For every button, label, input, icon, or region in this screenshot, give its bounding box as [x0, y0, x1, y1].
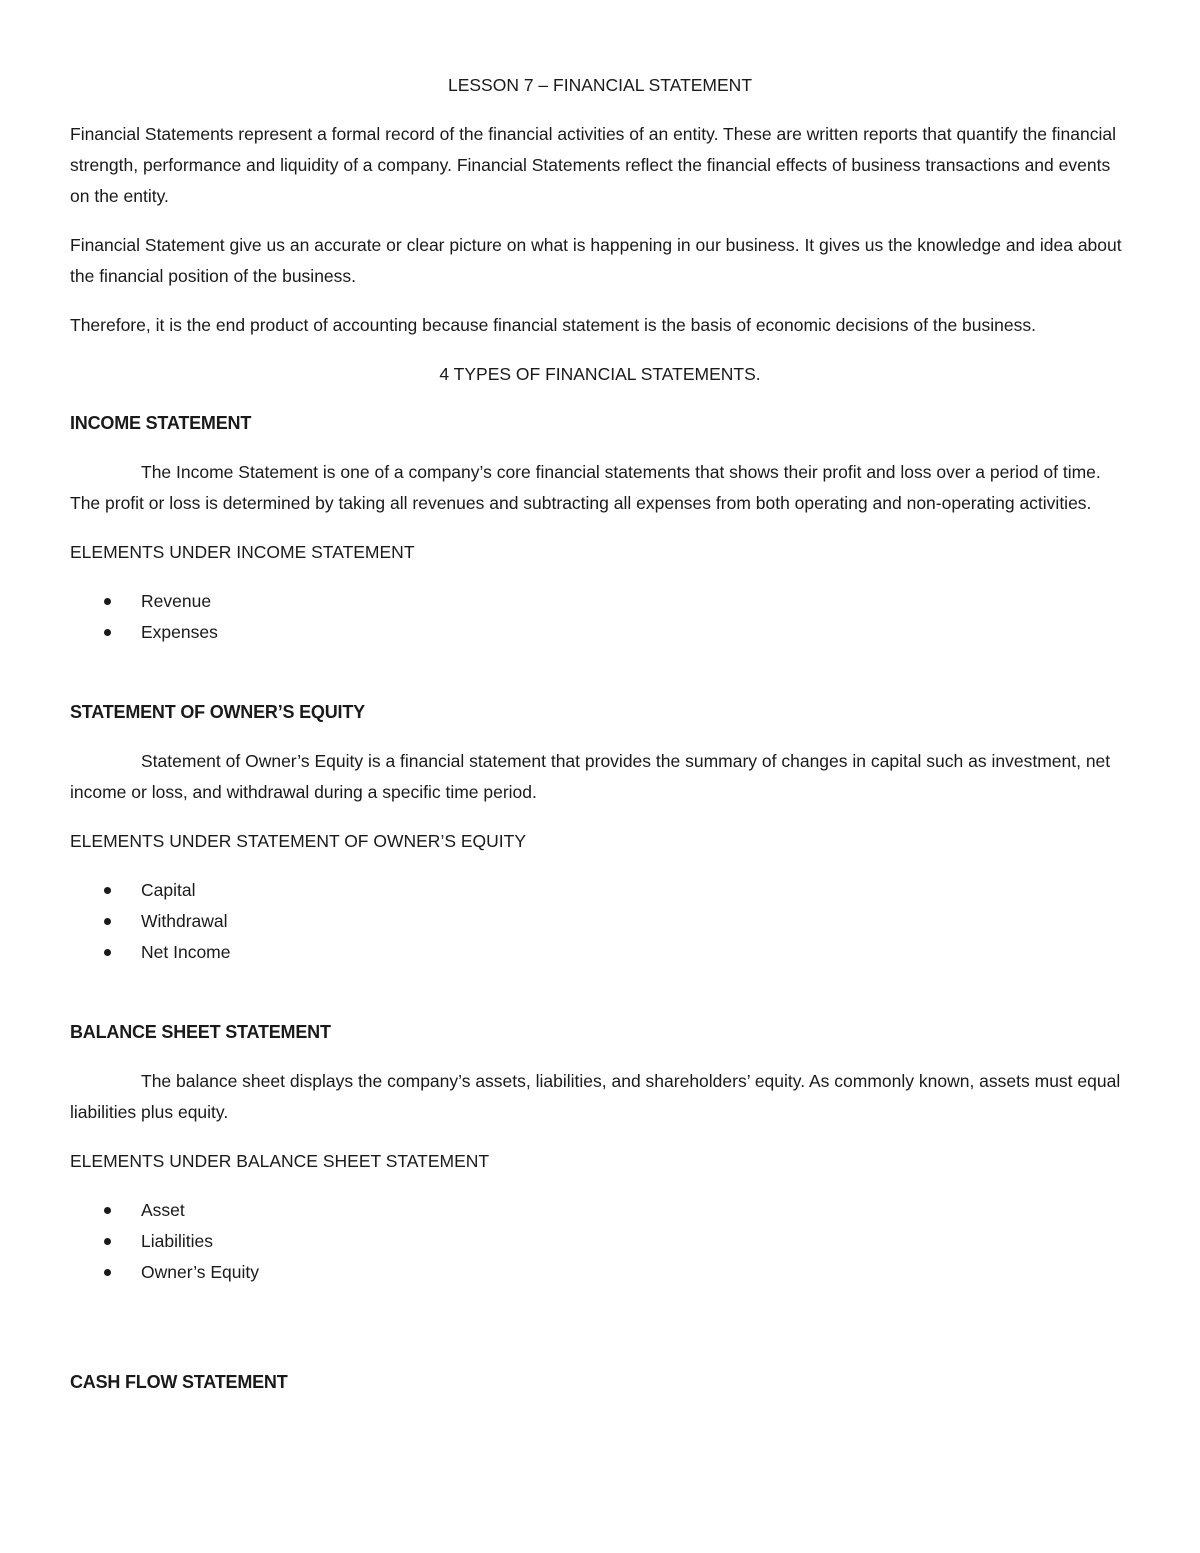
owners-equity-section [70, 697, 1130, 968]
intro-paragraph-3: Therefore, it is the end product of accounting because financial statement is the basis of economic decisions of the business. [70, 315, 1036, 335]
cash-flow-heading: CASH FLOW STATEMENT [70, 1372, 288, 1392]
balance-sheet-heading: BALANCE SHEET STATEMENT [70, 1022, 331, 1042]
list-item: Liabilities [70, 1226, 1130, 1257]
bullet-icon [104, 1238, 111, 1245]
income-statement-section [70, 408, 1130, 648]
intro-paragraph-1: Financial Statements represent a formal record of the financial activities of an entity. These are written reports that quantify the financial strength, performance and liquidity of a company. Financial Statements reflect the financial effects of business transactions and events on the entity. [70, 124, 1117, 206]
balance-sheet-section [70, 1017, 1130, 1288]
income-statement-heading: INCOME STATEMENT [70, 413, 252, 433]
list-item: Capital [70, 875, 1130, 906]
spacer [70, 968, 1130, 1017]
income-elements-label: ELEMENTS UNDER INCOME STATEMENT [70, 542, 415, 562]
list-item: Net Income [70, 937, 1130, 968]
cash-flow-section [70, 1367, 1130, 1398]
list-item: Withdrawal [70, 906, 1130, 937]
list-item: Owner’s Equity [70, 1257, 1130, 1288]
owners-equity-heading: STATEMENT OF OWNER’S EQUITY [70, 702, 365, 722]
income-statement-body: The Income Statement is one of a company’s core financial statements that shows their profit and loss over a period of time. The profit or loss is determined by taking all revenues and subtracting all expenses from both operating and non-operating activities. [70, 462, 1101, 513]
bullet-icon [104, 598, 111, 605]
balance-sheet-body: The balance sheet displays the company’s assets, liabilities, and shareholders’ equity. As commonly known, assets must equal liabilities plus equity. [70, 1071, 1121, 1122]
equity-elements-list [70, 875, 1130, 968]
bullet-icon [104, 949, 111, 956]
bullet-icon [104, 887, 111, 894]
bullet-icon [104, 1207, 111, 1214]
bullet-icon [104, 629, 111, 636]
list-item: Revenue [70, 586, 1130, 617]
balance-elements-label: ELEMENTS UNDER BALANCE SHEET STATEMENT [70, 1151, 490, 1171]
list-item: Asset [70, 1195, 1130, 1226]
owners-equity-body: Statement of Owner’s Equity is a financial statement that provides the summary of changes in capital such as investment, net income or loss, and withdrawal during a specific time period. [70, 751, 1111, 802]
income-elements-list [70, 586, 1130, 648]
equity-elements-label: ELEMENTS UNDER STATEMENT OF OWNER’S EQUITY [70, 831, 527, 851]
bullet-icon [104, 918, 111, 925]
bullet-icon [104, 1269, 111, 1276]
spacer [70, 648, 1130, 697]
list-item: Expenses [70, 617, 1130, 648]
document-title: LESSON 7 – FINANCIAL STATEMENT [447, 75, 753, 95]
spacer [70, 1288, 1130, 1367]
types-title: 4 TYPES OF FINANCIAL STATEMENTS. [439, 364, 761, 384]
intro-paragraph-2: Financial Statement give us an accurate or clear picture on what is happening in our business. It gives us the knowledge and idea about the financial position of the business. [70, 235, 1122, 286]
balance-elements-list [70, 1195, 1130, 1288]
